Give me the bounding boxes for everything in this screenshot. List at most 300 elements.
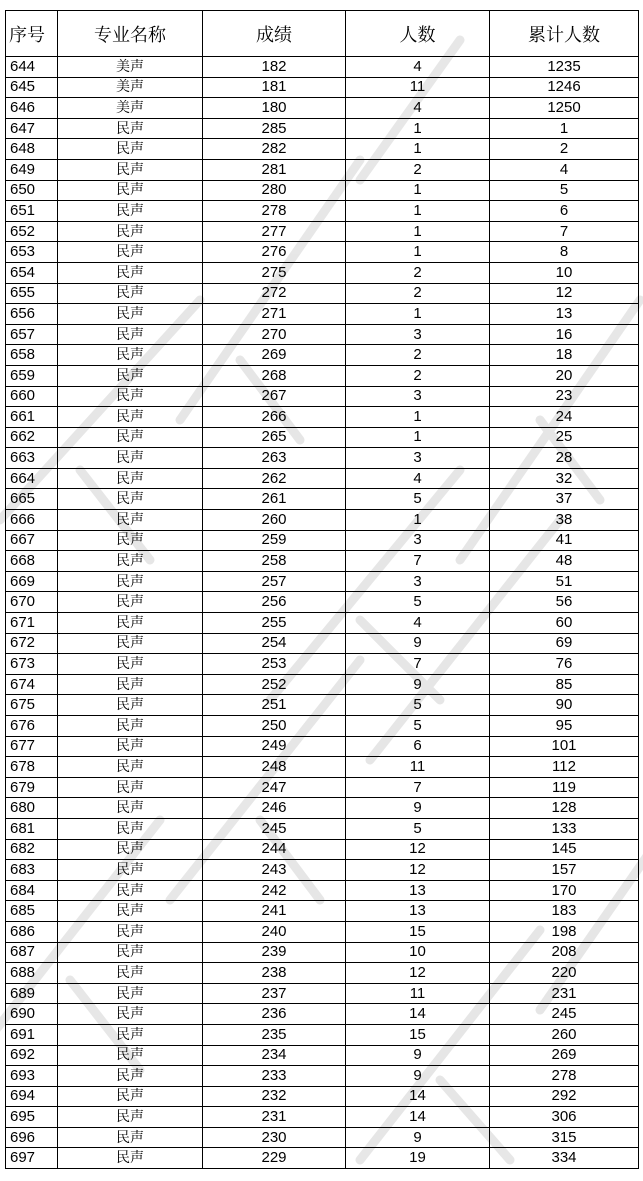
cell-score: 241 [203,901,346,922]
cell-cumulative: 4 [490,159,639,180]
cell-cumulative: 315 [490,1127,639,1148]
cell-cumulative: 5 [490,180,639,201]
table-row [6,489,639,510]
cell-count: 11 [346,757,490,778]
cell-count: 4 [346,57,490,78]
cell-major: 民声 [58,736,203,757]
table-row [6,839,639,860]
cell-score: 251 [203,695,346,716]
table-row [6,468,639,489]
cell-major: 民声 [58,324,203,345]
cell-major: 民声 [58,283,203,304]
cell-serial: 645 [6,77,58,98]
cell-cumulative: 260 [490,1024,639,1045]
table-row [6,674,639,695]
cell-cumulative: 32 [490,468,639,489]
cell-score: 267 [203,386,346,407]
table-row [6,798,639,819]
table-row [6,654,639,675]
table-row [6,324,639,345]
cell-count: 9 [346,633,490,654]
table-row [6,736,639,757]
cell-cumulative: 12 [490,283,639,304]
cell-major: 民声 [58,365,203,386]
cell-score: 259 [203,530,346,551]
cell-cumulative: 183 [490,901,639,922]
table-row [6,530,639,551]
table-row [6,1024,639,1045]
cell-cumulative: 208 [490,942,639,963]
cell-score: 254 [203,633,346,654]
cell-count: 1 [346,427,490,448]
cell-score: 272 [203,283,346,304]
cell-serial: 689 [6,983,58,1004]
cell-score: 181 [203,77,346,98]
cell-count: 5 [346,592,490,613]
table-row [6,345,639,366]
cell-cumulative: 8 [490,242,639,263]
table-row [6,818,639,839]
cell-serial: 669 [6,571,58,592]
cell-count: 2 [346,159,490,180]
cell-major: 民声 [58,901,203,922]
cell-serial: 666 [6,510,58,531]
cell-score: 285 [203,118,346,139]
cell-serial: 652 [6,221,58,242]
cell-score: 240 [203,921,346,942]
cell-score: 235 [203,1024,346,1045]
cell-serial: 654 [6,262,58,283]
cell-count: 1 [346,118,490,139]
cell-score: 277 [203,221,346,242]
cell-serial: 690 [6,1004,58,1025]
cell-score: 256 [203,592,346,613]
cell-major: 民声 [58,510,203,531]
cell-cumulative: 112 [490,757,639,778]
cell-score: 249 [203,736,346,757]
cell-major: 民声 [58,571,203,592]
cell-major: 民声 [58,880,203,901]
table-row [6,1045,639,1066]
cell-score: 282 [203,139,346,160]
cell-cumulative: 231 [490,983,639,1004]
cell-score: 247 [203,777,346,798]
table-row [6,592,639,613]
cell-serial: 673 [6,654,58,675]
table-row [6,1107,639,1128]
table-row [6,551,639,572]
cell-count: 5 [346,716,490,737]
cell-serial: 648 [6,139,58,160]
table-row [6,1148,639,1169]
cell-serial: 655 [6,283,58,304]
table-row [6,304,639,325]
cell-cumulative: 41 [490,530,639,551]
cell-major: 民声 [58,386,203,407]
table-row [6,860,639,881]
table-row [6,716,639,737]
header-serial: 序号 [6,11,58,57]
cell-cumulative: 1246 [490,77,639,98]
cell-cumulative: 133 [490,818,639,839]
cell-serial: 679 [6,777,58,798]
cell-serial: 680 [6,798,58,819]
cell-serial: 661 [6,407,58,428]
table-row [6,1127,639,1148]
cell-major: 民声 [58,1024,203,1045]
cell-major: 民声 [58,242,203,263]
cell-major: 民声 [58,592,203,613]
cell-count: 9 [346,798,490,819]
cell-major: 民声 [58,304,203,325]
cell-count: 12 [346,839,490,860]
cell-count: 1 [346,201,490,222]
cell-count: 4 [346,613,490,634]
cell-count: 7 [346,777,490,798]
cell-major: 民声 [58,1066,203,1087]
cell-serial: 676 [6,716,58,737]
table-row [6,57,639,78]
cell-count: 1 [346,407,490,428]
cell-count: 4 [346,468,490,489]
cell-cumulative: 334 [490,1148,639,1169]
cell-serial: 682 [6,839,58,860]
cell-serial: 667 [6,530,58,551]
cell-cumulative: 95 [490,716,639,737]
table-row [6,880,639,901]
cell-count: 1 [346,139,490,160]
cell-score: 270 [203,324,346,345]
cell-serial: 697 [6,1148,58,1169]
cell-major: 民声 [58,695,203,716]
cell-cumulative: 2 [490,139,639,160]
cell-score: 255 [203,613,346,634]
cell-cumulative: 28 [490,448,639,469]
cell-major: 民声 [58,180,203,201]
table-row [6,118,639,139]
table-row [6,757,639,778]
cell-major: 民声 [58,860,203,881]
table-row [6,139,639,160]
cell-score: 262 [203,468,346,489]
cell-cumulative: 119 [490,777,639,798]
cell-cumulative: 85 [490,674,639,695]
cell-serial: 651 [6,201,58,222]
cell-score: 265 [203,427,346,448]
cell-cumulative: 76 [490,654,639,675]
cell-serial: 668 [6,551,58,572]
cell-score: 260 [203,510,346,531]
table-row [6,427,639,448]
cell-count: 5 [346,818,490,839]
cell-score: 236 [203,1004,346,1025]
cell-serial: 695 [6,1107,58,1128]
cell-count: 2 [346,365,490,386]
cell-cumulative: 37 [490,489,639,510]
cell-major: 民声 [58,839,203,860]
cell-count: 2 [346,283,490,304]
cell-count: 11 [346,983,490,1004]
cell-major: 民声 [58,963,203,984]
cell-serial: 657 [6,324,58,345]
cell-count: 14 [346,1004,490,1025]
cell-major: 民声 [58,1045,203,1066]
cell-major: 民声 [58,777,203,798]
cell-serial: 672 [6,633,58,654]
cell-major: 美声 [58,77,203,98]
cell-serial: 664 [6,468,58,489]
cell-major: 民声 [58,407,203,428]
cell-serial: 649 [6,159,58,180]
cell-serial: 665 [6,489,58,510]
cell-score: 257 [203,571,346,592]
cell-cumulative: 90 [490,695,639,716]
table-row [6,510,639,531]
cell-major: 美声 [58,98,203,119]
table-row [6,571,639,592]
cell-score: 276 [203,242,346,263]
cell-count: 15 [346,1024,490,1045]
header-cumulative: 累计人数 [490,11,639,57]
cell-serial: 656 [6,304,58,325]
cell-cumulative: 128 [490,798,639,819]
cell-major: 民声 [58,921,203,942]
table-row [6,159,639,180]
table-row [6,221,639,242]
header-major: 专业名称 [58,11,203,57]
cell-cumulative: 7 [490,221,639,242]
cell-count: 14 [346,1086,490,1107]
cell-cumulative: 24 [490,407,639,428]
cell-major: 民声 [58,942,203,963]
cell-count: 6 [346,736,490,757]
table-row [6,262,639,283]
cell-score: 248 [203,757,346,778]
cell-count: 3 [346,448,490,469]
cell-cumulative: 145 [490,839,639,860]
cell-serial: 670 [6,592,58,613]
cell-count: 11 [346,77,490,98]
table-row [6,242,639,263]
cell-major: 民声 [58,674,203,695]
cell-serial: 693 [6,1066,58,1087]
cell-count: 3 [346,530,490,551]
cell-count: 1 [346,304,490,325]
table-row [6,633,639,654]
cell-serial: 681 [6,818,58,839]
cell-cumulative: 101 [490,736,639,757]
cell-score: 244 [203,839,346,860]
cell-cumulative: 69 [490,633,639,654]
table-row [6,921,639,942]
cell-score: 268 [203,365,346,386]
cell-score: 245 [203,818,346,839]
cell-serial: 685 [6,901,58,922]
cell-serial: 684 [6,880,58,901]
table-row [6,963,639,984]
cell-serial: 687 [6,942,58,963]
cell-major: 民声 [58,818,203,839]
table-row [6,283,639,304]
cell-serial: 678 [6,757,58,778]
cell-cumulative: 25 [490,427,639,448]
cell-score: 280 [203,180,346,201]
cell-major: 民声 [58,551,203,572]
cell-score: 246 [203,798,346,819]
cell-count: 9 [346,1127,490,1148]
table-row [6,901,639,922]
cell-score: 271 [203,304,346,325]
cell-score: 242 [203,880,346,901]
cell-score: 275 [203,262,346,283]
cell-major: 民声 [58,798,203,819]
cell-serial: 644 [6,57,58,78]
cell-count: 2 [346,345,490,366]
cell-cumulative: 56 [490,592,639,613]
cell-cumulative: 269 [490,1045,639,1066]
cell-score: 261 [203,489,346,510]
cell-major: 民声 [58,1127,203,1148]
cell-score: 180 [203,98,346,119]
cell-major: 民声 [58,262,203,283]
cell-major: 民声 [58,489,203,510]
cell-count: 13 [346,880,490,901]
cell-count: 1 [346,221,490,242]
cell-count: 12 [346,860,490,881]
cell-serial: 683 [6,860,58,881]
cell-major: 民声 [58,654,203,675]
cell-major: 民声 [58,427,203,448]
cell-major: 民声 [58,139,203,160]
cell-cumulative: 278 [490,1066,639,1087]
cell-serial: 659 [6,365,58,386]
cell-serial: 691 [6,1024,58,1045]
cell-major: 民声 [58,613,203,634]
cell-serial: 646 [6,98,58,119]
cell-major: 民声 [58,159,203,180]
cell-cumulative: 13 [490,304,639,325]
cell-cumulative: 220 [490,963,639,984]
table-row [6,201,639,222]
cell-cumulative: 1235 [490,57,639,78]
cell-cumulative: 157 [490,860,639,881]
cell-serial: 663 [6,448,58,469]
cell-cumulative: 38 [490,510,639,531]
table-body [6,57,639,1169]
cell-count: 12 [346,963,490,984]
cell-count: 3 [346,571,490,592]
cell-major: 民声 [58,716,203,737]
cell-major: 民声 [58,345,203,366]
cell-cumulative: 306 [490,1107,639,1128]
cell-major: 民声 [58,448,203,469]
table-row [6,983,639,1004]
cell-count: 4 [346,98,490,119]
cell-score: 253 [203,654,346,675]
cell-major: 民声 [58,221,203,242]
cell-count: 3 [346,386,490,407]
cell-major: 民声 [58,757,203,778]
cell-count: 14 [346,1107,490,1128]
cell-count: 1 [346,180,490,201]
cell-major: 民声 [58,1148,203,1169]
score-table [5,10,639,1169]
cell-serial: 688 [6,963,58,984]
table-row [6,98,639,119]
cell-serial: 677 [6,736,58,757]
table-row [6,1004,639,1025]
cell-cumulative: 292 [490,1086,639,1107]
cell-serial: 674 [6,674,58,695]
cell-count: 7 [346,654,490,675]
cell-score: 237 [203,983,346,1004]
cell-score: 238 [203,963,346,984]
table-row [6,695,639,716]
cell-score: 233 [203,1066,346,1087]
cell-serial: 660 [6,386,58,407]
cell-serial: 650 [6,180,58,201]
cell-serial: 696 [6,1127,58,1148]
cell-serial: 653 [6,242,58,263]
cell-score: 281 [203,159,346,180]
header-score: 成绩 [203,11,346,57]
cell-score: 230 [203,1127,346,1148]
cell-score: 263 [203,448,346,469]
cell-score: 266 [203,407,346,428]
cell-score: 231 [203,1107,346,1128]
cell-count: 3 [346,324,490,345]
cell-score: 229 [203,1148,346,1169]
cell-major: 民声 [58,633,203,654]
cell-score: 232 [203,1086,346,1107]
cell-count: 2 [346,262,490,283]
cell-score: 278 [203,201,346,222]
cell-cumulative: 6 [490,201,639,222]
cell-score: 182 [203,57,346,78]
cell-major: 民声 [58,118,203,139]
cell-score: 243 [203,860,346,881]
cell-cumulative: 16 [490,324,639,345]
cell-cumulative: 48 [490,551,639,572]
cell-count: 9 [346,1066,490,1087]
cell-count: 5 [346,489,490,510]
cell-major: 民声 [58,201,203,222]
cell-score: 234 [203,1045,346,1066]
table-row [6,386,639,407]
cell-cumulative: 10 [490,262,639,283]
cell-cumulative: 1 [490,118,639,139]
cell-major: 美声 [58,57,203,78]
cell-serial: 675 [6,695,58,716]
cell-count: 19 [346,1148,490,1169]
cell-serial: 686 [6,921,58,942]
cell-serial: 647 [6,118,58,139]
table-row [6,77,639,98]
cell-cumulative: 170 [490,880,639,901]
cell-score: 250 [203,716,346,737]
cell-score: 252 [203,674,346,695]
cell-cumulative: 51 [490,571,639,592]
header-count: 人数 [346,11,490,57]
cell-serial: 671 [6,613,58,634]
table-row [6,942,639,963]
cell-major: 民声 [58,1004,203,1025]
cell-count: 9 [346,674,490,695]
table-row [6,180,639,201]
table-row [6,1066,639,1087]
cell-count: 5 [346,695,490,716]
cell-count: 7 [346,551,490,572]
